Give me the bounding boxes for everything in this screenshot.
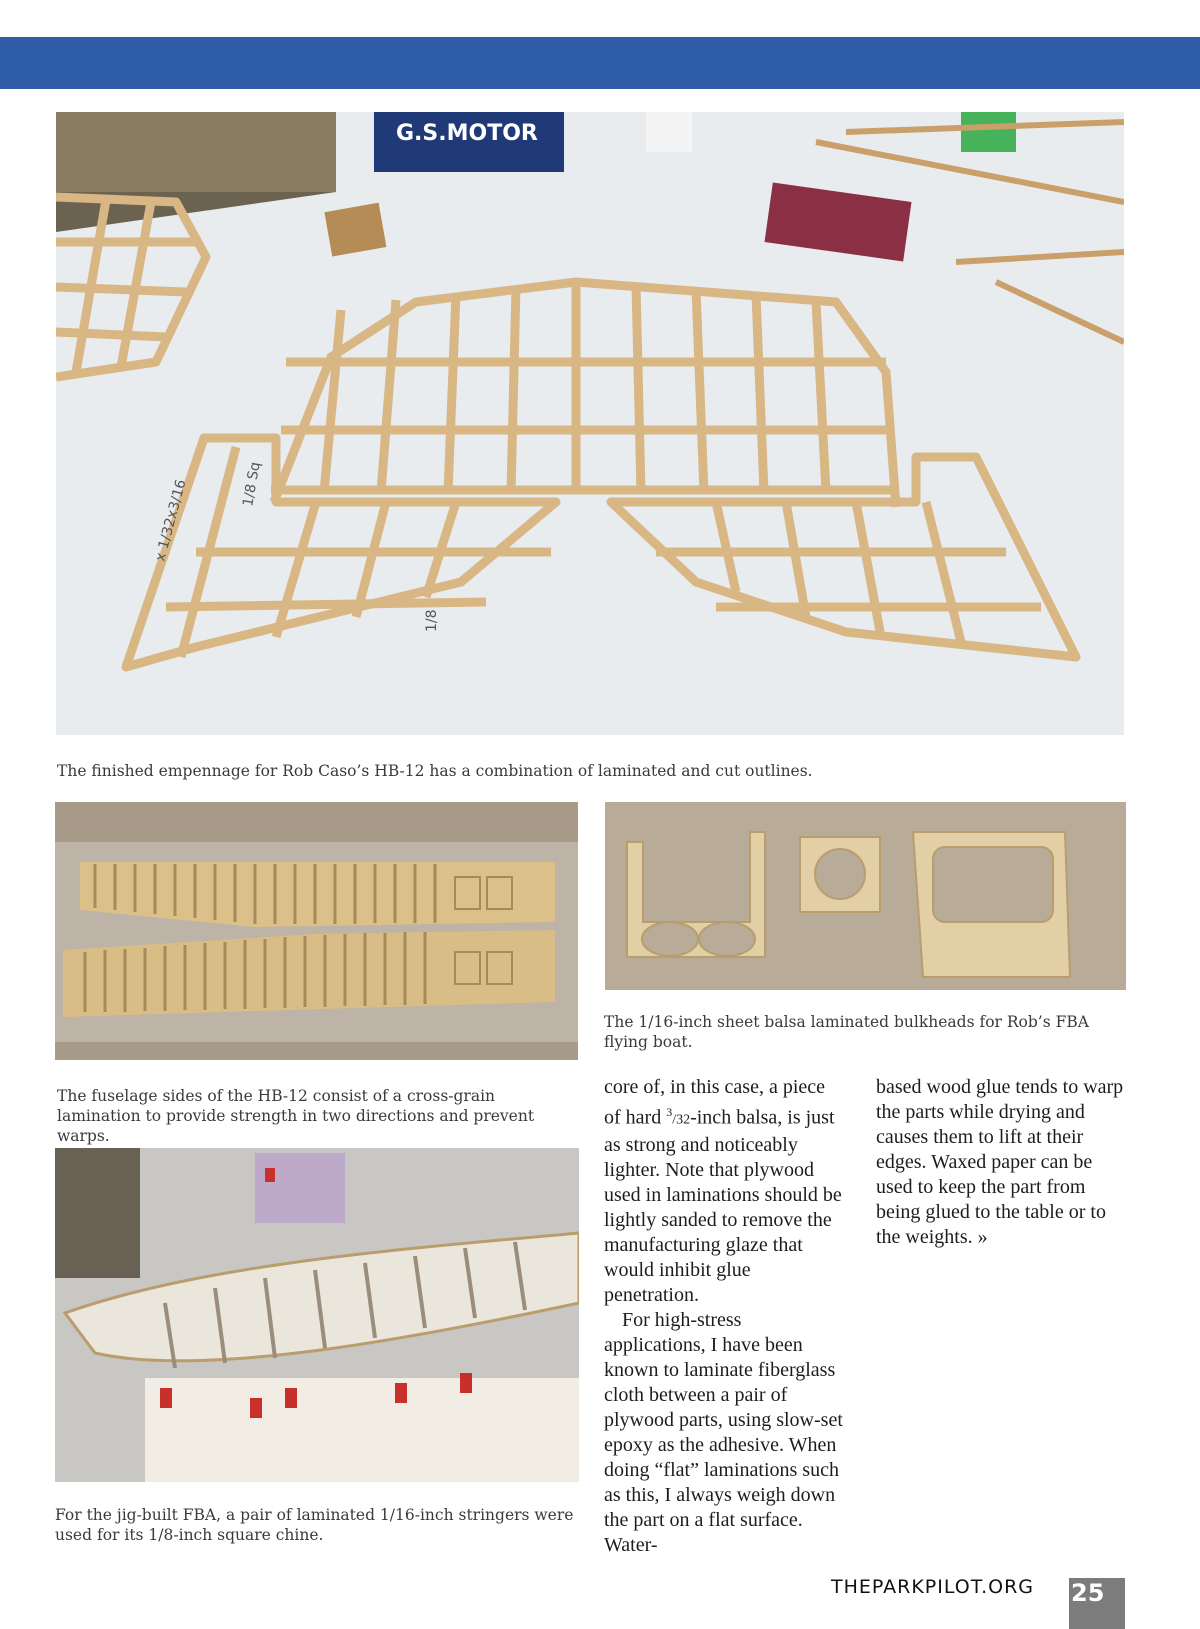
body-paragraph-3: based wood glue tends to warp the parts while drying and causes them to lift at their edges. Waxed paper can be used to keep the part from being glued to the table or to the weights. » [876,1076,1124,1248]
ruler-text-3: 1/8 [424,609,440,632]
bulkheads-caption: The 1/16-inch sheet balsa laminated bulkheads for Rob’s FBA flying boat. [604,1013,1089,1051]
empennage-caption: The finished empennage for Rob Caso’s HB-12 has a combination of laminated and cut outlines. [57,762,813,780]
motor-box-label: G.S.MOTOR [396,121,538,146]
ruler-text-1: 1/8 Sq [240,460,264,508]
body-column-2 [876,1075,1126,1250]
footer-site-url: THEPARKPILOT.ORG [831,1576,1034,1598]
page-number: 25 [1069,1578,1125,1629]
bulkheads-photo [605,802,1126,990]
top-banner [0,37,1200,89]
body-paragraph-2: For high-stress applications, I have been known to laminate fiberglass cloth between a pair of plywood parts, using slow-set epoxy as the adhesive. When doing “flat” laminations such as this, I always weigh down the part on a flat surface. Water- [604,1308,843,1556]
fba-jig-caption: For the jig-built FBA, a pair of laminated 1/16-inch stringers were used for its 1/8-inch square chine. [55,1506,574,1544]
fba-jig-photo [55,1148,579,1482]
fuselage-sides-photo [55,802,578,1060]
fuselage-sides-caption: The fuselage sides of the HB-12 consist of a cross-grain lamination to provide strength in two directions and prevent warps. [57,1087,535,1145]
body-column-1 [604,1075,844,1558]
empennage-photo [56,112,1124,735]
body-paragraph-1: core of, in this case, a piece of hard $^3$/32-inch balsa, is just as strong and noticeably lighter. Note that plywood used in laminations should be lightly sanded to remove the manufacturing glaze that would inhibit glue penetration. [604,1076,842,1306]
ruler-text-2: x 1/32x3/16 [152,477,190,564]
